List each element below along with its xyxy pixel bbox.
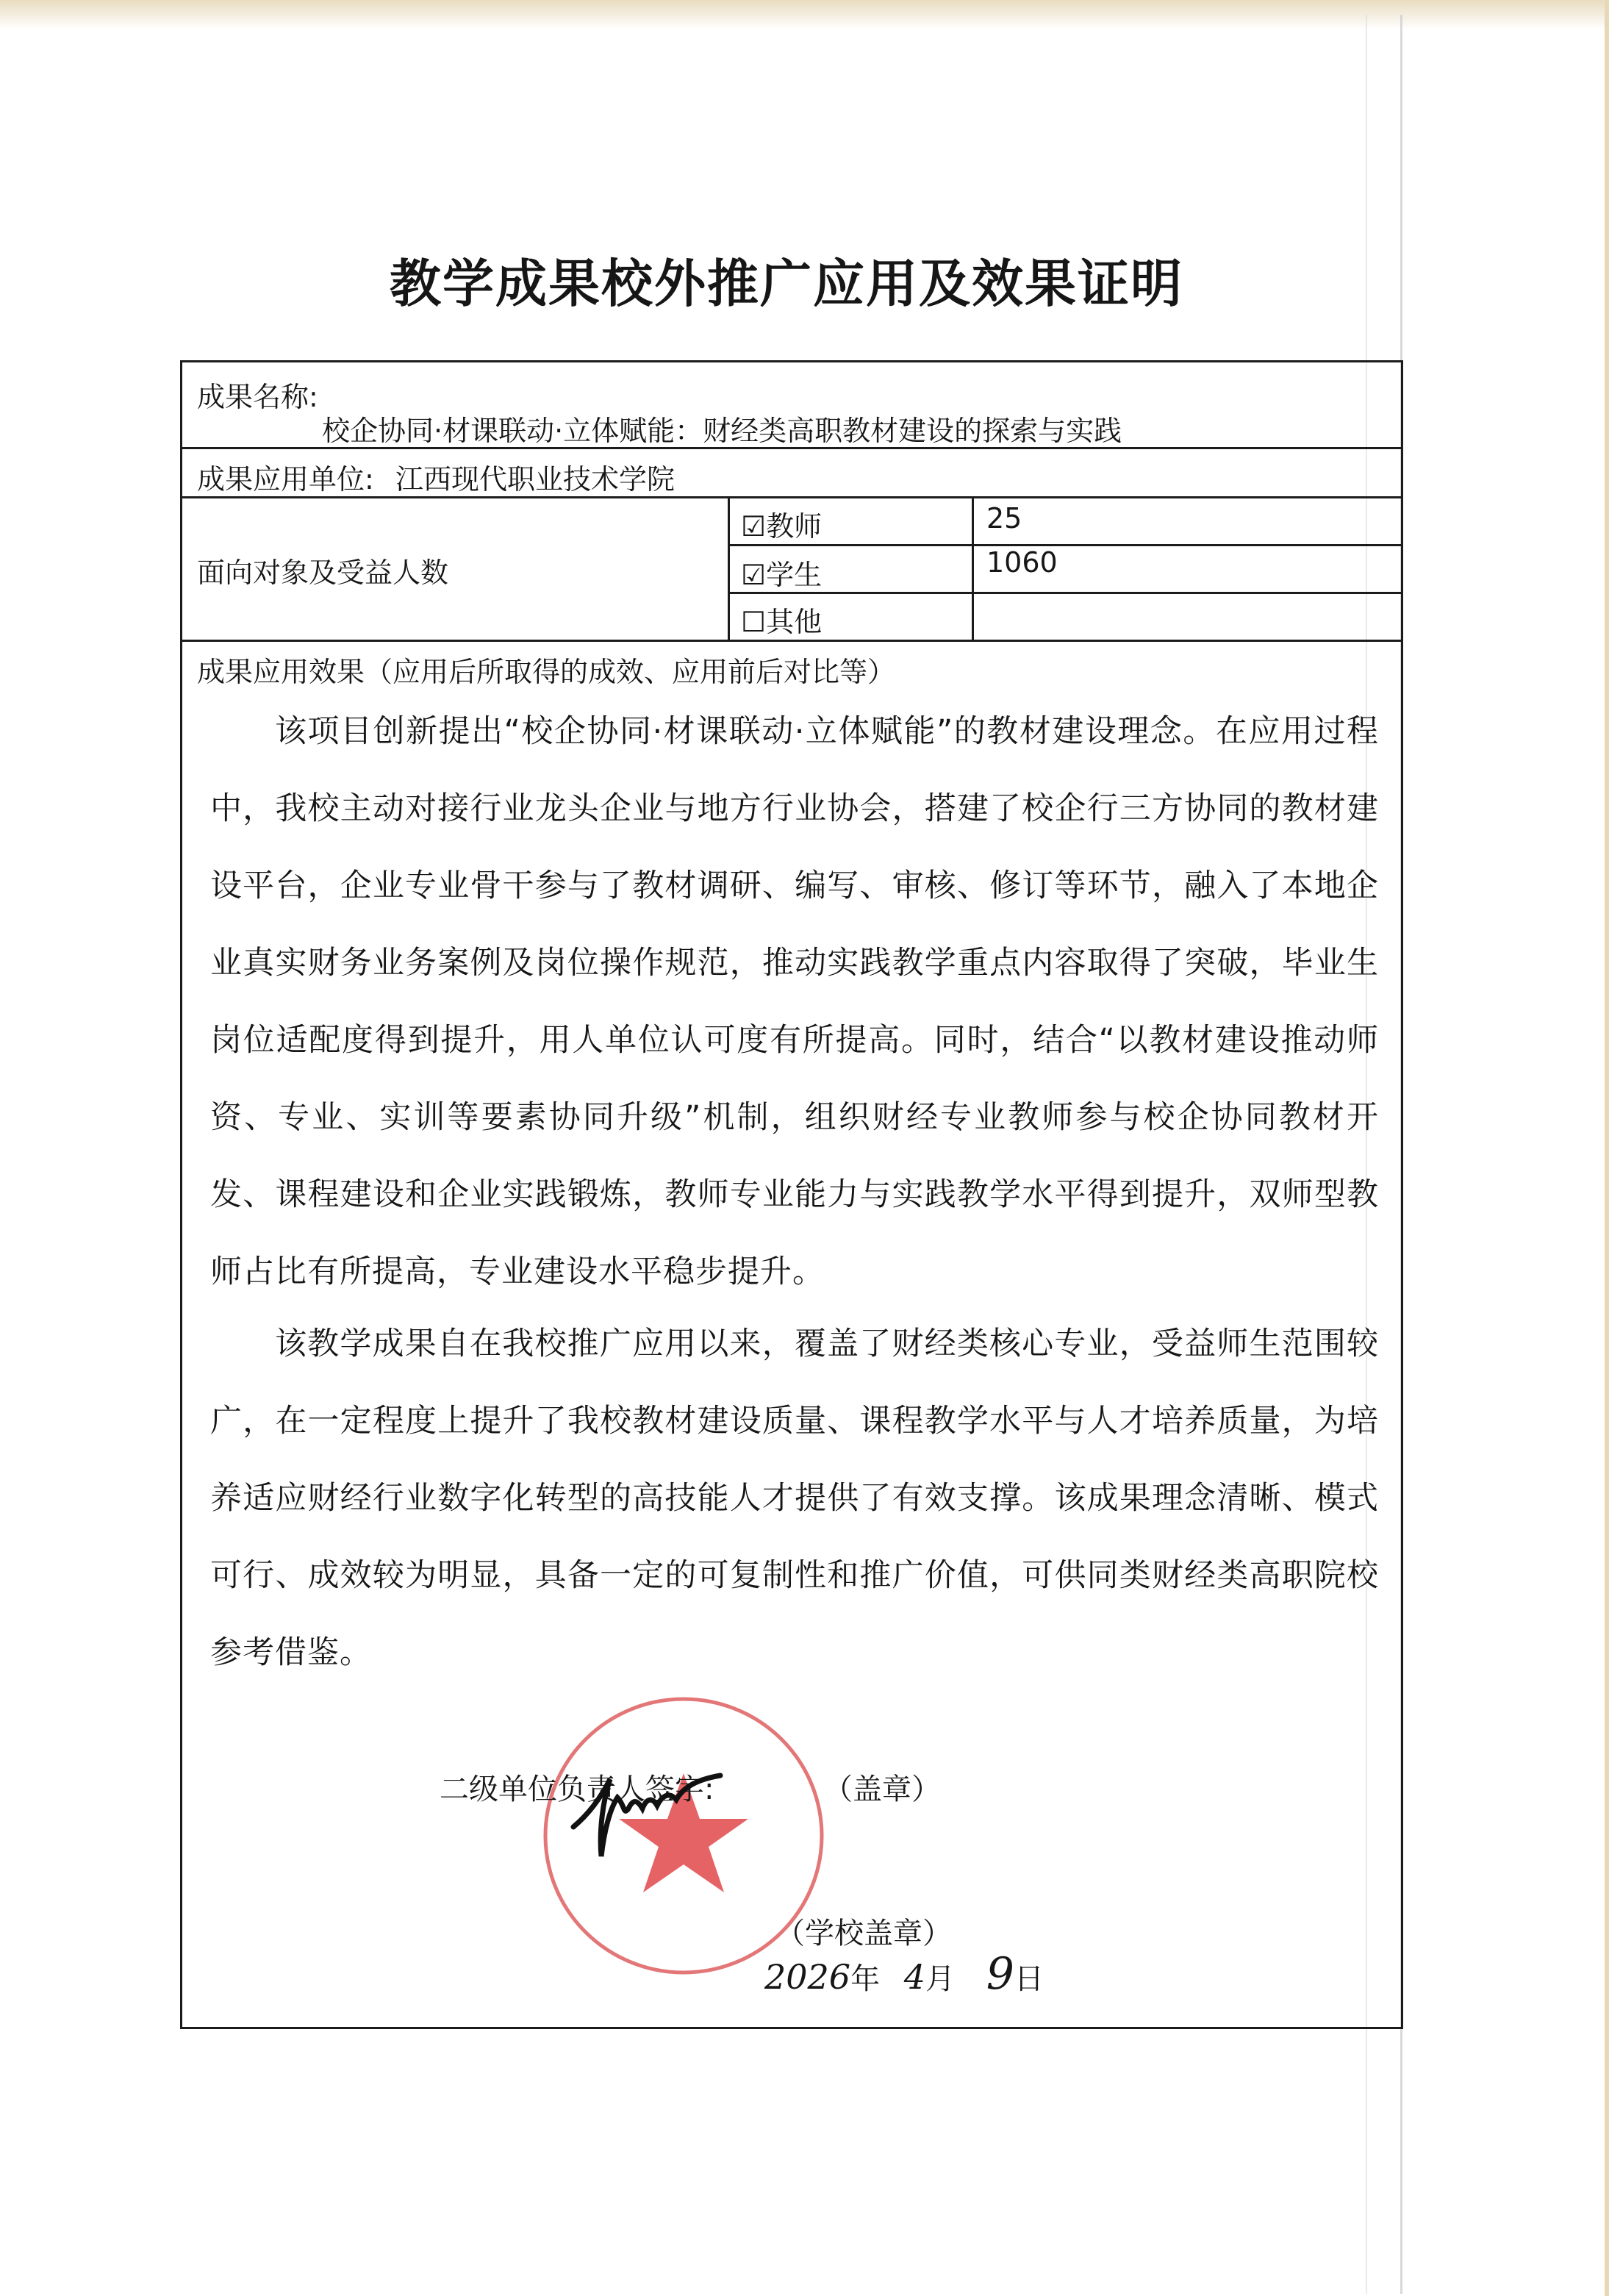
school-stamp-label: （学校盖章） — [775, 1917, 952, 1950]
paragraph-text: 该项目创新提出“校企协同·材课联动·立体赋能”的教材建设理念。在应用过程中，我校主动对接行业龙头企业与地方行业协会，搭建了校企行三方协同的教材建设平台，企业专业骨干参与了教材调研、编写、审核、修订等环节，融入了本地企业真实财务业务案例及岗位操作规范，推动实践教学重点内容取得了突破，毕业生岗位适配度得到提升，用人单位认可度有所提高。同时，结合“以教材建设推动师资、专业、实训等要素协同升级”机制，组织财经专业教师参与校企协同教材开发、课程建设和企业实践锻炼，教师专业能力与实践教学水平得到提升，双师型教师占比有所提高，专业建设水平稳步提升。 — [210, 713, 1379, 1290]
signature-label: 二级单位负责人签字: — [440, 1773, 714, 1806]
effect-label: 成果应用效果（应用后所取得的成效、应用前后对比等） — [197, 656, 896, 688]
checkbox-checked-icon[interactable]: ☑ — [741, 559, 767, 591]
beneficiary-type: 教师 — [766, 510, 823, 543]
applying-unit: 江西现代职业技术学院 — [395, 463, 676, 496]
column-divider — [728, 496, 730, 640]
scan-top-shadow — [0, 0, 1609, 29]
achievement-name-label: 成果名称: — [197, 381, 318, 413]
row-divider — [182, 447, 1401, 449]
date-month-unit: 月 — [925, 1962, 956, 1996]
date-month: 4 — [903, 1957, 926, 1997]
row-divider — [728, 544, 1401, 546]
date-day-unit: 日 — [1014, 1962, 1044, 1996]
row-divider — [182, 496, 1401, 498]
achievement-name: 校企协同·材课联动·立体赋能：财经类高职教材建设的探索与实践 — [322, 415, 1122, 447]
checkbox-checked-icon[interactable]: ☑ — [741, 510, 767, 543]
effect-paragraph-2 — [210, 1306, 1379, 1692]
paragraph-text: 该教学成果自在我校推广应用以来，覆盖了财经类核心专业，受益师生范围较广，在一定程度上提升了我校教材建设质量、课程教学水平与人才培养质量，为培养适应财经行业数字化转型的高技能人才提供了有效支撑。该成果理念清晰、模式可行、成效较为明显，具备一定的可复制性和推广价值，可供同类财经类高职院校参考借鉴。 — [210, 1326, 1379, 1671]
date-year-unit: 年 — [850, 1962, 881, 1996]
row-divider — [182, 640, 1401, 642]
signature-stroke — [573, 1775, 720, 1856]
applying-unit-label: 成果应用单位: — [197, 463, 374, 496]
beneficiary-count: 25 — [986, 502, 1022, 534]
scan-right-edge — [1605, 0, 1609, 2296]
effect-paragraph-1 — [210, 693, 1379, 1311]
beneficiary-student — [741, 552, 822, 593]
beneficiary-type: 学生 — [766, 559, 823, 591]
beneficiary-teacher — [741, 504, 822, 544]
beneficiary-count: 1060 — [986, 546, 1058, 579]
beneficiary-other — [741, 599, 822, 640]
date-year: 2026 — [764, 1957, 851, 1997]
beneficiaries-label: 面向对象及受益人数 — [197, 557, 449, 589]
beneficiary-type: 其他 — [766, 606, 823, 638]
column-divider — [972, 496, 974, 640]
date — [764, 1948, 1044, 2000]
row-divider — [728, 592, 1401, 594]
handwritten-signature — [566, 1757, 735, 1860]
stamp-label: （盖章） — [823, 1773, 941, 1806]
date-day: 9 — [986, 1948, 1014, 2000]
checkbox-unchecked-icon[interactable]: ☐ — [741, 606, 767, 638]
document-title: 教学成果校外推广应用及效果证明 — [390, 254, 1183, 314]
